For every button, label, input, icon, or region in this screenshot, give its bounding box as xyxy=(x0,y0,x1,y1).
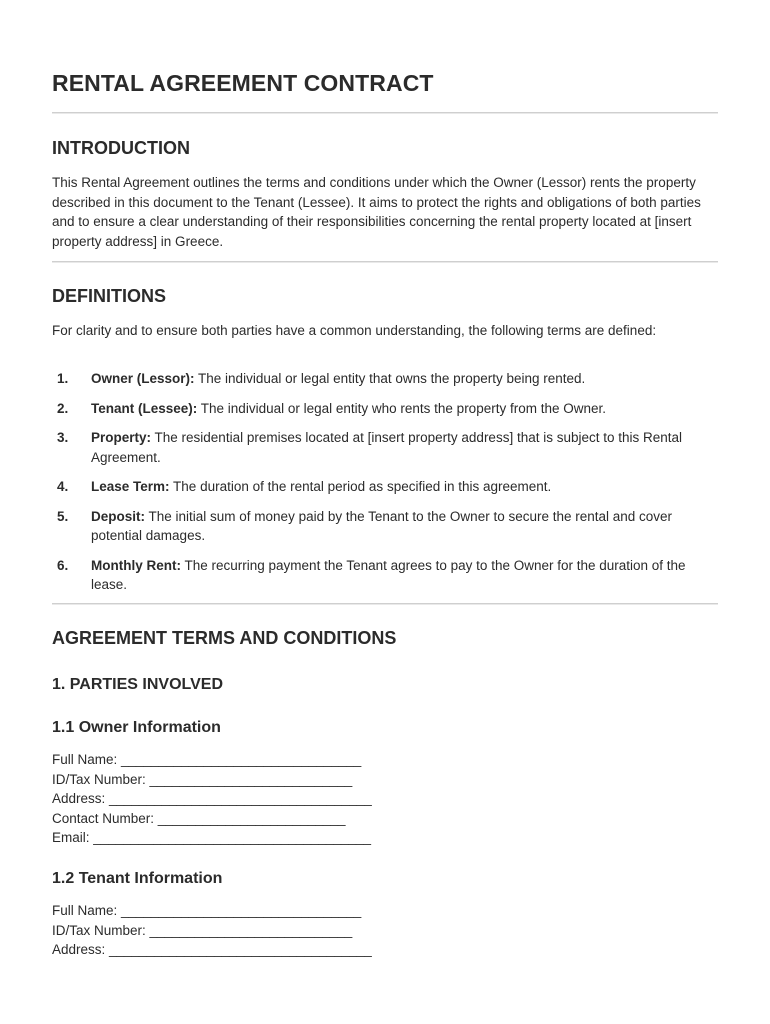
divider xyxy=(52,603,718,605)
introduction-heading: INTRODUCTION xyxy=(52,138,190,158)
owner-address-field: Address: ___________________________________ xyxy=(52,791,372,806)
owner-info-fields xyxy=(52,750,372,848)
definitions-intro: For clarity and to ensure both parties have a common understanding, the following terms are defined: xyxy=(52,323,657,338)
item-number: 5. xyxy=(57,508,69,524)
item-number: 4. xyxy=(57,479,69,494)
tenant-address-field: Address: ___________________________________ xyxy=(52,942,372,957)
tenant-info-fields xyxy=(52,901,372,960)
list-item xyxy=(52,556,718,595)
list-item xyxy=(52,369,718,389)
list-item xyxy=(52,507,718,546)
list-item xyxy=(52,477,718,497)
definitions-list xyxy=(52,369,718,595)
item-number: 3. xyxy=(57,430,69,445)
owner-contact-field: Contact Number: _________________________ xyxy=(52,810,346,826)
item-number: 2. xyxy=(57,400,69,416)
list-item xyxy=(52,399,718,419)
item-text: The individual or legal entity that owns the property being rented. xyxy=(194,371,586,386)
divider xyxy=(52,112,718,114)
owner-id-tax-field: ID/Tax Number: ___________________________ xyxy=(52,771,353,787)
item-text: The recurring payment the Tenant agrees to pay to the Owner for the duration of the lease. xyxy=(91,557,686,592)
item-term: Deposit: xyxy=(91,508,145,524)
item-term: Lease Term: xyxy=(91,479,170,494)
item-text: The duration of the rental period as specified in this agreement. xyxy=(169,479,552,494)
tenant-full-name-field: Full Name: ________________________________ xyxy=(52,903,362,918)
divider xyxy=(52,261,718,263)
item-number: 1. xyxy=(57,371,69,386)
terms-heading: AGREEMENT TERMS AND CONDITIONS xyxy=(52,628,397,648)
item-number: 6. xyxy=(57,557,69,573)
tenant-id-tax-field: ID/Tax Number: ___________________________ xyxy=(52,922,353,938)
document-title: RENTAL AGREEMENT CONTRACT xyxy=(52,70,434,96)
list-item xyxy=(52,428,718,467)
tenant-info-heading: 1.2 Tenant Information xyxy=(52,870,223,887)
introduction-text: This Rental Agreement outlines the terms and conditions under which the Owner (Lessor) rents the property described in this document to the Tenant (Lessee). It aims to protect the rights and obligations of both parties and to ensure a clear understanding of their responsibilities concerning the rental property located at [insert property address] in Greece. xyxy=(52,175,701,249)
item-term: Tenant (Lessee): xyxy=(91,400,198,416)
owner-info-heading: 1.1 Owner Information xyxy=(52,719,221,736)
owner-full-name-field: Full Name: ________________________________ xyxy=(52,752,362,767)
item-text: The initial sum of money paid by the Tenant to the Owner to secure the rental and cover potential damages. xyxy=(91,508,673,543)
item-term: Property: xyxy=(91,430,152,445)
definitions-heading: DEFINITIONS xyxy=(52,286,167,306)
item-term: Monthly Rent: xyxy=(91,557,181,573)
owner-email-field: Email: _____________________________________ xyxy=(52,830,372,845)
item-text: The residential premises located at [insert property address] that is subject to this Rental Agreement. xyxy=(91,430,683,465)
parties-heading: 1. PARTIES INVOLVED xyxy=(52,676,223,693)
item-text: The individual or legal entity who rents the property from the Owner. xyxy=(197,400,606,416)
item-term: Owner (Lessor): xyxy=(91,371,195,386)
